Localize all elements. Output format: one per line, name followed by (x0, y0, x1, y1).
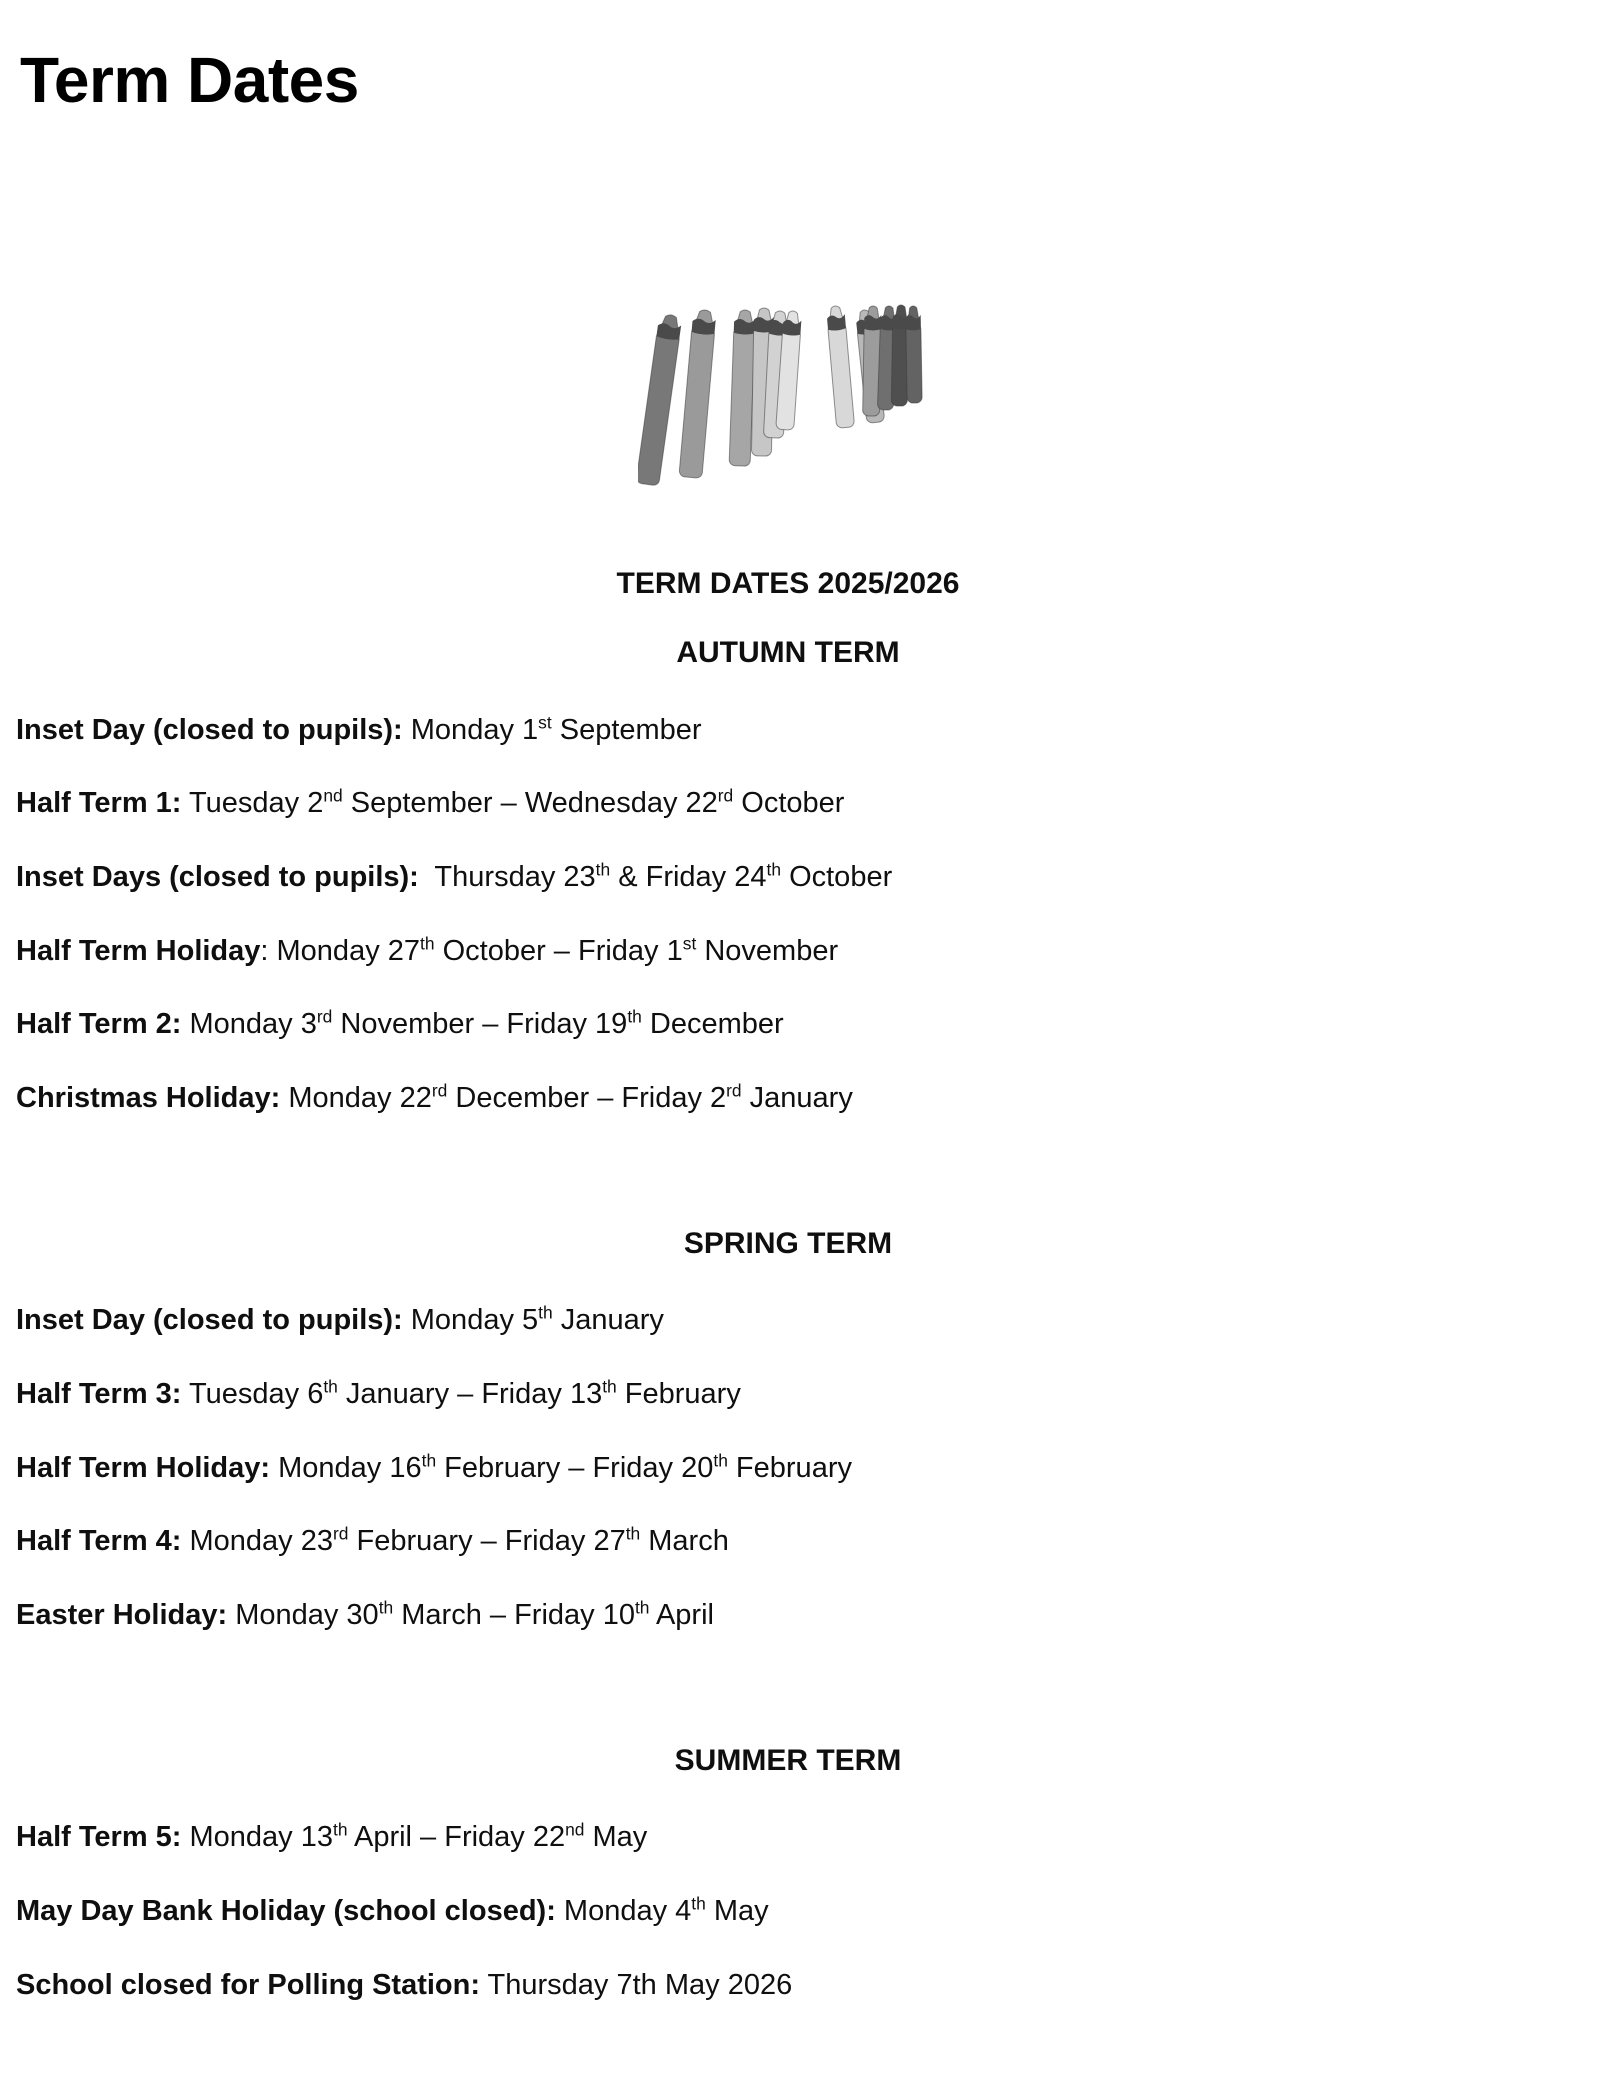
crayon-shape (826, 305, 855, 428)
term-entry (16, 1006, 1560, 1044)
term-entry-label: School closed for Polling Station: (16, 1968, 481, 2001)
term-entry-label: Christmas Holiday: (16, 1082, 281, 1115)
term-entry-dates: Tuesday 6th January – Friday 13th February (181, 1376, 741, 1410)
ordinal-suffix: th (627, 1006, 642, 1027)
term-entry (16, 785, 1560, 823)
ordinal-suffix: th (420, 933, 435, 953)
ordinal-suffix: rd (726, 1080, 742, 1101)
ordinal-suffix: th (634, 1597, 650, 1618)
ordinal-suffix: th (378, 1597, 394, 1618)
ordinal-suffix: th (538, 1302, 553, 1323)
term-entry (16, 1597, 1560, 1635)
ordinal-suffix: nd (323, 785, 343, 806)
term-entry-label: Inset Day (closed to pupils): (16, 1304, 403, 1337)
term-entry-dates: Monday 4th May (555, 1893, 769, 1927)
term-entry-label: May Day Bank Holiday (school closed): (16, 1894, 556, 1927)
term-entry (16, 1819, 1560, 1857)
ordinal-suffix: st (682, 933, 697, 953)
term-entry-dates: Monday 5th January (402, 1302, 664, 1337)
ordinal-suffix: rd (431, 1080, 448, 1101)
term-entry-dates: Monday 13th April – Friday 22nd May (181, 1819, 648, 1854)
term-entry (16, 933, 1560, 971)
term-entry-label: Half Term 4: (16, 1525, 182, 1558)
term-entry-dates: Monday 1st September (402, 711, 702, 746)
ordinal-suffix: th (602, 1376, 617, 1397)
ordinal-suffix: th (323, 1376, 338, 1397)
ordinal-suffix: th (625, 1523, 641, 1544)
ordinal-suffix: rd (316, 1006, 333, 1027)
term-entry-dates: Thursday 23th & Friday 24th October (418, 859, 893, 893)
ordinal-suffix: st (538, 711, 552, 732)
ordinal-suffix: th (421, 1449, 437, 1470)
term-entry (16, 1450, 1560, 1488)
term-entry (16, 1302, 1560, 1340)
term-entry-label: Half Term Holiday: (16, 1451, 271, 1484)
crayon-shape (906, 305, 923, 402)
term-entry (16, 1967, 1560, 2005)
term-entry (16, 859, 1560, 897)
term-entry (16, 1376, 1560, 1414)
term-entry-dates: Monday 16th February – Friday 20th February (270, 1449, 852, 1484)
term-sections (16, 634, 1560, 2004)
ordinal-suffix: nd (565, 1819, 585, 1840)
ordinal-suffix: th (713, 1449, 728, 1470)
term-entry-label: Half Term Holiday (16, 934, 261, 967)
section-heading: SPRING TERM (683, 1226, 893, 1260)
term-entry-dates: Monday 3rd November – Friday 19th December (181, 1006, 784, 1041)
ordinal-suffix: rd (717, 785, 734, 806)
ordinal-suffix: th (766, 859, 782, 880)
calendar-main-heading: TERM DATES 2025/2026 (616, 566, 960, 600)
term-entry (16, 1523, 1560, 1561)
term-entry-label: Half Term 5: (16, 1821, 182, 1854)
term-entry-label: Half Term 3: (16, 1377, 182, 1410)
ordinal-suffix: th (333, 1819, 348, 1840)
crayons-image (638, 288, 938, 498)
term-entry-label: Inset Days (closed to pupils): (16, 860, 419, 893)
crayons-figure (638, 288, 938, 503)
page-title: Term Dates (20, 44, 359, 116)
term-entry-label: Half Term 1: (16, 787, 182, 820)
term-entry-label: Half Term 2: (16, 1008, 182, 1041)
term-entry (16, 1893, 1560, 1931)
term-entry-label: Easter Holiday: (16, 1598, 228, 1631)
crayon-shape (638, 313, 682, 486)
ordinal-suffix: th (595, 859, 611, 880)
section-heading: AUTUMN TERM (676, 636, 900, 670)
term-entry-dates: Thursday 7th May 2026 (480, 1968, 793, 2001)
term-entry-dates: Monday 30th March – Friday 10th April (227, 1597, 714, 1631)
term-entry-label: Inset Day (closed to pupils): (16, 713, 403, 746)
term-entry-dates: : Monday 27th October – Friday 1st November (260, 933, 839, 967)
term-entry (16, 1080, 1560, 1118)
crayon-shape (679, 309, 717, 478)
ordinal-suffix: th (691, 1893, 706, 1914)
term-entry-dates: Monday 22rd December – Friday 2rd January (280, 1080, 853, 1115)
ordinal-suffix: rd (333, 1523, 349, 1544)
section-heading: SUMMER TERM (674, 1743, 902, 1777)
term-entry-dates: Tuesday 2nd September – Wednesday 22rd October (181, 785, 845, 820)
term-entry-dates: Monday 23rd February – Friday 27th March (181, 1523, 729, 1558)
term-entry (16, 712, 1560, 750)
